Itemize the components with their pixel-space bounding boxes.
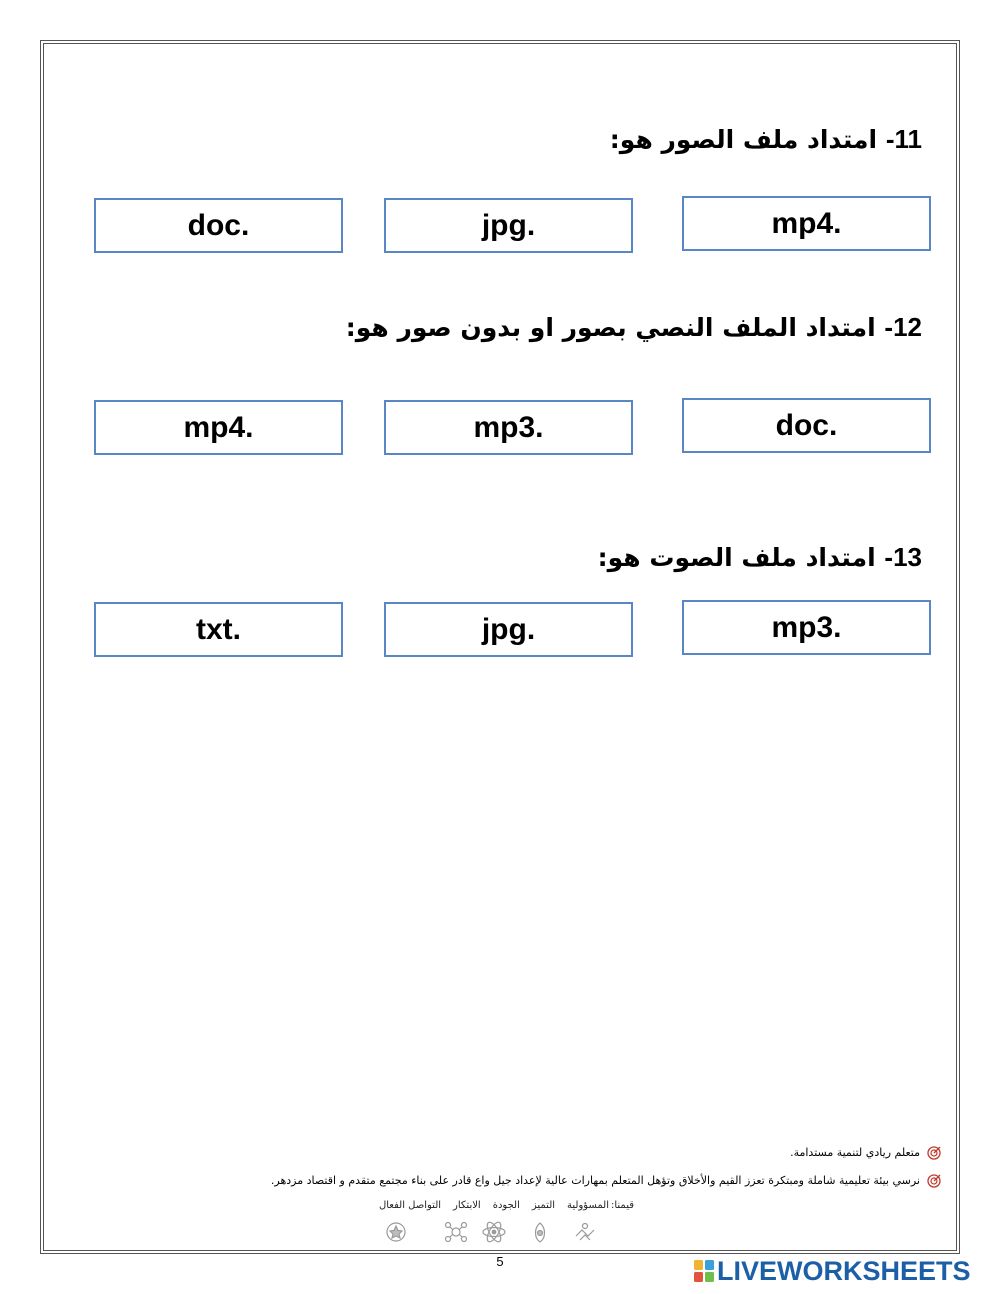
page-number: 5 — [496, 1254, 504, 1269]
vision-text: متعلم ريادي لتنمية مستدامة. — [790, 1145, 920, 1159]
option-q11-a[interactable]: .mp4 — [682, 196, 931, 251]
value-quality: الجودة — [492, 1200, 520, 1211]
option-q13-b[interactable]: .jpg — [384, 602, 633, 657]
value-excellence: التميز — [531, 1200, 556, 1211]
brand-text: LIVEWORKSHEETS — [717, 1256, 971, 1286]
option-q11-b[interactable]: .jpg — [384, 198, 633, 253]
values-list — [379, 1200, 634, 1211]
responsibility-icon — [576, 1224, 594, 1241]
option-q12-b[interactable]: .mp3 — [384, 400, 633, 455]
question-number: 11- — [885, 124, 922, 154]
question-text: امتداد ملف الصوت هو: — [597, 543, 876, 572]
question-13 — [598, 542, 922, 573]
mission-text: نرسي بيئة تعليمية شاملة ومبتكرة تعزز القيم والأخلاق وتؤهل المتعلم بمهارات عالية لإعداد جيل واع قادر على بناء مجتمع متقدم و اقتصاد مزدهر. — [270, 1173, 920, 1187]
excellence-icon — [536, 1223, 545, 1242]
innovation-icon — [446, 1223, 467, 1242]
question-number: 13- — [884, 542, 922, 572]
question-text: امتداد الملف النصي بصور او بدون صور هو: — [345, 313, 876, 342]
liveworksheets-logo[interactable] — [693, 1256, 971, 1286]
quality-icon — [483, 1220, 505, 1244]
question-12 — [346, 312, 922, 343]
liveworksheets-logo-icon — [693, 1259, 715, 1283]
question-number: 12- — [884, 312, 922, 342]
value-responsibility: المسؤولية — [567, 1200, 609, 1211]
option-q11-c[interactable]: .doc — [94, 198, 343, 253]
option-q12-a[interactable]: .doc — [682, 398, 931, 453]
option-q13-c[interactable]: .txt — [94, 602, 343, 657]
question-text: امتداد ملف الصور هو: — [609, 125, 878, 154]
value-communication: التواصل الفعال — [378, 1200, 442, 1211]
values-icons — [384, 1218, 604, 1246]
option-q12-c[interactable]: .mp4 — [94, 400, 343, 455]
values-label: قيمنا: — [610, 1200, 634, 1211]
value-innovation: الابتكار — [453, 1200, 481, 1211]
vision-statement — [790, 1144, 942, 1160]
option-q13-a[interactable]: .mp3 — [682, 600, 931, 655]
communication-icon — [387, 1223, 405, 1241]
target-icon — [926, 1144, 942, 1160]
question-11 — [610, 124, 922, 155]
target-icon — [926, 1172, 942, 1188]
mission-statement — [271, 1172, 942, 1188]
